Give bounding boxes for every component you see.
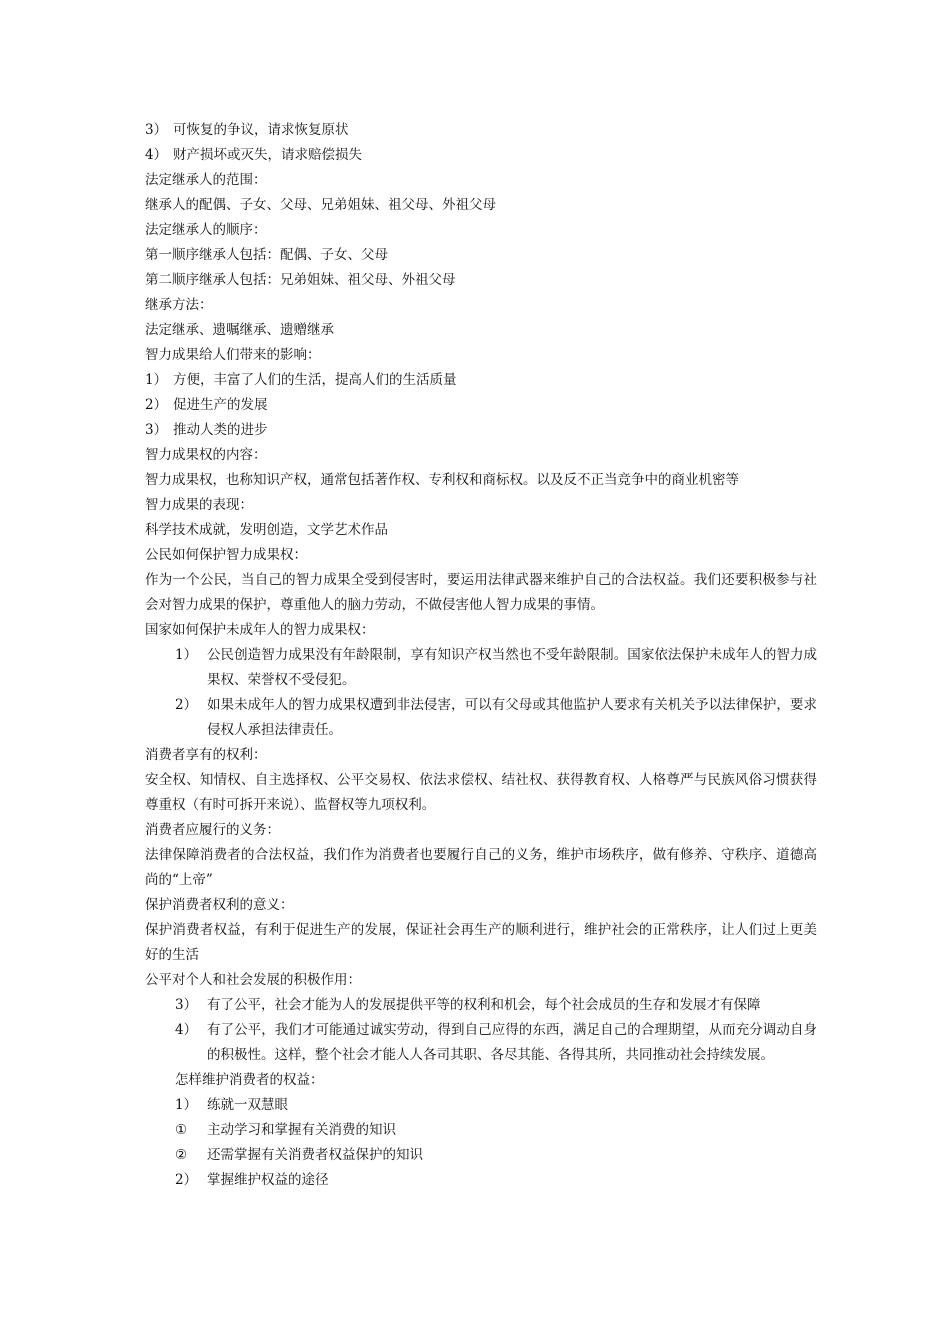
list-number: ② [175,1147,188,1163]
paragraph-consumer-rights: 安全权、知情权、自主选择权、公平交易权、依法求偿权、结社权、获得教育权、人格尊严与民族风俗习惯获得尊重权（有时可拆开来说）、监督权等九项权利。 [145,772,817,813]
paragraph-protect-meaning: 保护消费者权益，有利于促进生产的发展，保证社会再生产的顺利进行，维护社会的正常秩序，让人们过上更美好的生活 [145,922,817,963]
list-text: 主动学习和掌握有关消费的知识 [207,1122,396,1138]
heading-consumer-duty: 消费者应履行的义务： [145,822,280,838]
list-item [175,1018,817,1068]
text-line: 法定继承、遗嘱继承、遗赠继承 [145,322,334,338]
paragraph-consumer-duty: 法律保障消费者的合法权益，我们作为消费者也要履行自己的义务，维护市场秩序，做有修养、守秩序、道德高尚的“上帝” [145,847,817,888]
text-line: 科学技术成就，发明创造，文学艺术作品 [145,522,388,538]
list-item [175,1168,817,1193]
list-item [145,118,817,143]
heading-heir-scope: 法定继承人的范围： [145,172,267,188]
heading-heir-order: 法定继承人的顺序： [145,222,267,238]
how-protect-list [145,1093,817,1193]
list-number: 2） [175,697,198,713]
list-text: 促进生产的发展 [173,397,268,413]
list-text: 练就一双慧眼 [207,1097,288,1113]
heading-how-protect: 怎样维护消费者的权益： [175,1072,324,1088]
list-text: 财产损坏或灭失，请求赔偿损失 [173,147,362,163]
text-line: 第一顺序继承人包括：配偶、子女、父母 [145,247,388,263]
list-item [145,368,817,393]
list-text: 方便，丰富了人们的生活，提高人们的生活质量 [173,372,457,388]
list-text: 有了公平，我们才可能通过诚实劳动，得到自己应得的东西，满足自己的合理期望，从而充分调动自身的积极性。这样，整个社会才能人人各司其职、各尽其能、各得其所，共同推动社会持续发展。 [207,1022,817,1063]
list-number: 1） [175,1097,198,1113]
list-text: 有了公平，社会才能为人的发展提供平等的权利和机会，每个社会成员的生存和发展才有保障 [207,997,761,1013]
list-text: 公民创造智力成果没有年龄限制，享有知识产权当然也不受年龄限制。国家依法保护未成年人的智力成果权、荣誉权不受侵犯。 [207,647,817,688]
list-item [145,393,817,418]
list-number: 3） [145,422,168,438]
paragraph-citizen-protect: 作为一个公民，当自己的智力成果全受到侵害时，要运用法律武器来维护自己的合法权益。我们还要积极参与社会对智力成果的保护，尊重他人的脑力劳动，不做侵害他人智力成果的事情。 [145,572,817,613]
list-item [175,1093,817,1118]
text-line: 继承人的配偶、子女、父母、兄弟姐妹、祖父母、外祖父母 [145,197,496,213]
list-number: 3） [145,122,168,138]
list-text: 可恢复的争议，请求恢复原状 [173,122,349,138]
list-text: 推动人类的进步 [173,422,268,438]
text-line: 智力成果权，也称知识产权，通常包括著作权、专利权和商标权。以及反不正当竞争中的商业机密等 [145,472,739,488]
list-number: 2） [145,397,168,413]
minor-protect-list [145,643,817,743]
heading-ip-forms: 智力成果的表现： [145,497,253,513]
heading-fairness: 公平对个人和社会发展的积极作用： [145,972,361,988]
list-number: 4） [145,147,168,163]
list-item [175,693,817,743]
heading-minor-protect: 国家如何保护未成年人的智力成果权： [145,622,375,638]
list-text: 如果未成年人的智力成果权遭到非法侵害，可以有父母或其他监护人要求有关机关予以法律保护，要求侵权人承担法律责任。 [207,697,817,738]
text-line: 第二顺序继承人包括：兄弟姐妹、祖父母、外祖父母 [145,272,456,288]
list-number: 4） [175,1022,198,1038]
list-item [175,643,817,693]
list-number: 1） [175,647,198,663]
list-number: 3） [175,997,198,1013]
list-number: 1） [145,372,168,388]
list-item [175,993,817,1018]
document-body [145,118,817,1193]
list-item [145,418,817,443]
heading-protect-meaning: 保护消费者权利的意义： [145,897,294,913]
heading-intellectual-influence: 智力成果给人们带来的影响： [145,347,321,363]
heading-citizen-protect: 公民如何保护智力成果权： [145,547,307,563]
list-item [175,1143,817,1168]
list-item [145,143,817,168]
list-number: 2） [175,1172,198,1188]
list-text: 掌握维护权益的途径 [207,1172,329,1188]
heading-inherit-method: 继承方法： [145,297,213,313]
heading-consumer-rights: 消费者享有的权利： [145,747,267,763]
list-number: ① [175,1122,188,1138]
fairness-list [145,993,817,1068]
list-item [175,1118,817,1143]
list-text: 还需掌握有关消费者权益保护的知识 [207,1147,423,1163]
heading-ip-content: 智力成果权的内容： [145,447,267,463]
